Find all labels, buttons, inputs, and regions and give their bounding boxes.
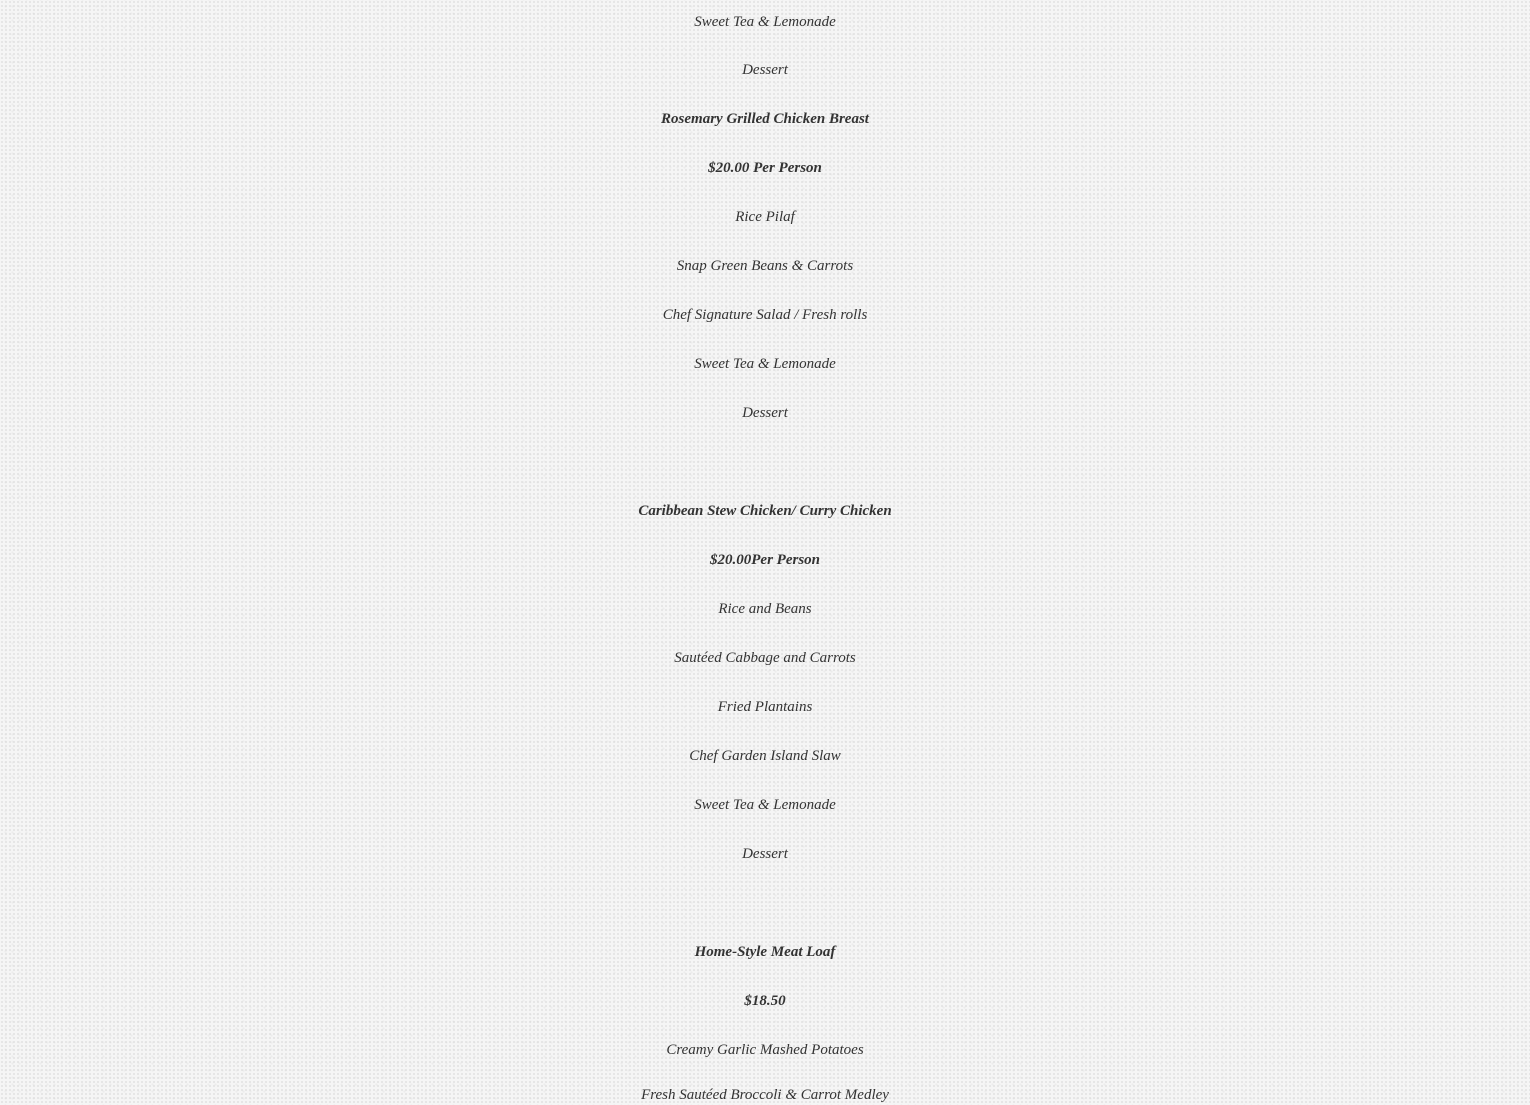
menu-item: Rice Pilaf <box>735 209 795 225</box>
menu-item: Sweet Tea & Lemonade <box>694 797 836 813</box>
menu-item: Dessert <box>742 405 788 421</box>
menu-item: Sautéed Cabbage and Carrots <box>674 650 856 666</box>
menu-item: Fresh Sautéed Broccoli & Carrot Medley <box>641 1087 889 1103</box>
menu-item: Sweet Tea & Lemonade <box>694 14 836 30</box>
menu-item: Chef Garden Island Slaw <box>689 748 841 764</box>
menu-item: Dessert <box>742 62 788 78</box>
dish-title: Rosemary Grilled Chicken Breast <box>661 111 869 127</box>
dish-title: Home-Style Meat Loaf <box>694 944 836 960</box>
menu-item: Chef Signature Salad / Fresh rolls <box>662 307 868 323</box>
dish-price: $20.00Per Person <box>710 552 820 568</box>
menu-item: Rice and Beans <box>718 601 812 617</box>
menu-item: Fried Plantains <box>717 699 813 715</box>
dish-price: $20.00 Per Person <box>708 160 822 176</box>
menu-item: Sweet Tea & Lemonade <box>694 356 836 372</box>
dish-title: Caribbean Stew Chicken/ Curry Chicken <box>638 503 892 519</box>
menu-item: Creamy Garlic Mashed Potatoes <box>666 1042 864 1058</box>
menu-item: Dessert <box>742 846 788 862</box>
dish-price: $18.50 <box>744 993 786 1009</box>
menu-item: Snap Green Beans & Carrots <box>676 258 854 274</box>
